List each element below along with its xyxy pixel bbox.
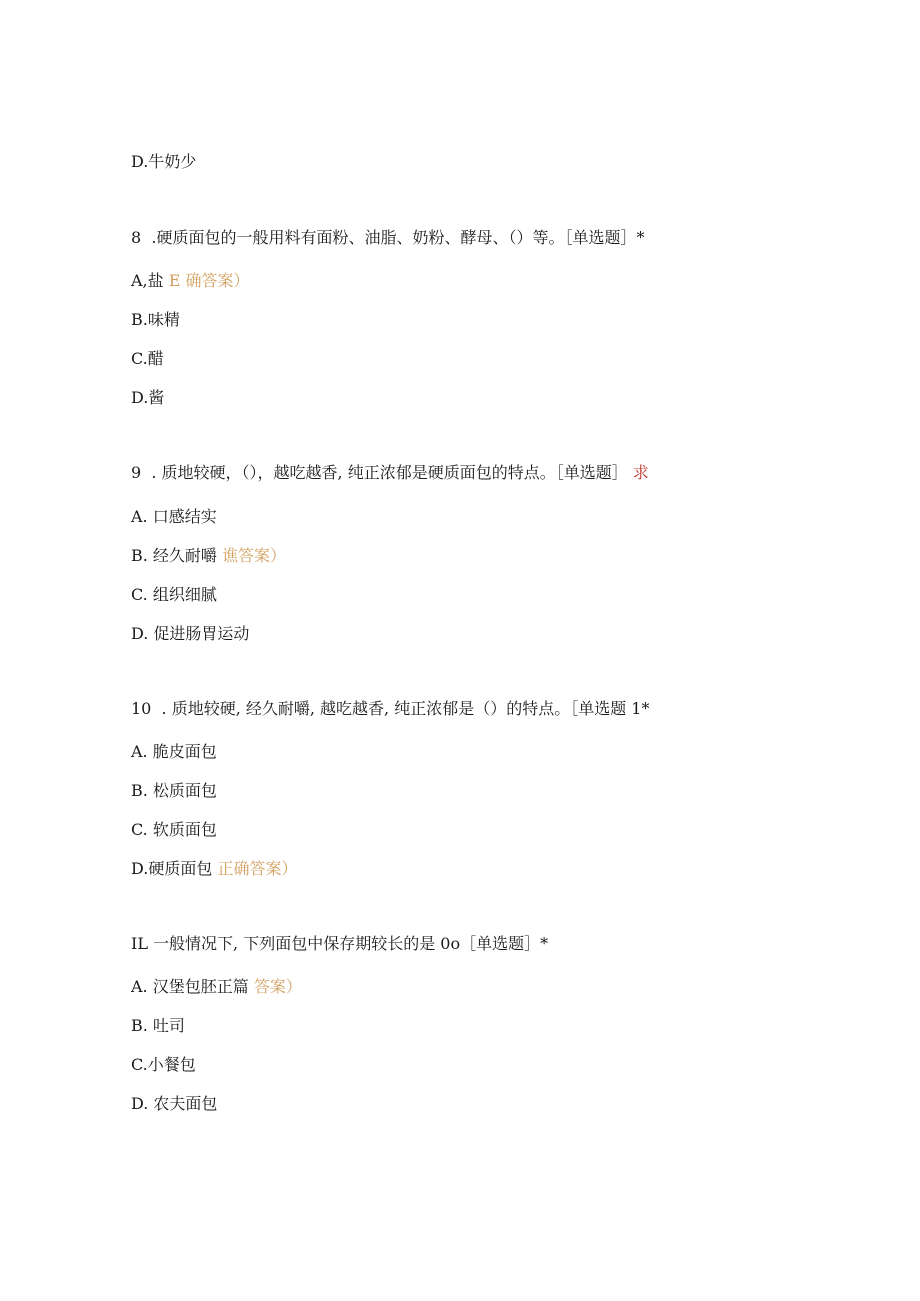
option-a-q11[interactable] [131, 977, 302, 997]
correct-answer-tag: 答案） [253, 977, 302, 996]
question-8 [131, 228, 644, 248]
question-11 [131, 934, 548, 954]
option-text: D.硬质面包 [131, 859, 213, 878]
option-text: D. 农夫面包 [131, 1094, 218, 1113]
option-text: C.小餐包 [131, 1055, 196, 1074]
option-a-q10[interactable] [131, 742, 217, 762]
option-text: A. 口感结实 [131, 507, 217, 526]
correct-answer-tag: 谯答案） [222, 546, 287, 565]
option-c-q10[interactable] [131, 820, 217, 840]
option-text: B.味精 [131, 310, 180, 329]
option-d-q9[interactable] [131, 624, 249, 644]
option-text: B. 吐司 [131, 1016, 185, 1035]
correct-answer-tag: E 确答案） [168, 271, 250, 290]
option-text: C. 组织细腻 [131, 585, 217, 604]
option-text: B. 松质面包 [131, 781, 217, 800]
option-a-q8[interactable] [131, 271, 250, 291]
option-c-q9[interactable] [131, 585, 217, 605]
question-9 [131, 463, 649, 483]
option-b-q8[interactable] [131, 310, 180, 330]
option-d-q7 [131, 152, 196, 172]
option-c-q8[interactable] [131, 349, 164, 369]
option-b-q10[interactable] [131, 781, 217, 801]
question-text: 8 .硬质面包的一般用料有面粉、油脂、奶粉、酵母、（）等。［单选题］* [131, 228, 645, 247]
question-text: 10 . 质地较硬, 经久耐嚼, 越吃越香, 纯正浓郁是（）的特点。［单选题 1* [131, 699, 650, 718]
option-c-q11[interactable] [131, 1055, 196, 1075]
option-d-q10[interactable] [131, 859, 297, 879]
option-text: D.牛奶少 [131, 152, 197, 171]
required-mark: 求 [632, 463, 649, 482]
option-text: C.醋 [131, 349, 164, 368]
question-text: 9 . 质地较硬，（），越吃越香, 纯正浓郁是硬质面包的特点。［单选题］ [131, 463, 628, 482]
option-text: A. 汉堡包胚正篇 [131, 977, 249, 996]
option-d-q11[interactable] [131, 1094, 217, 1114]
option-b-q11[interactable] [131, 1016, 185, 1036]
option-b-q9[interactable] [131, 546, 286, 566]
option-text: A,盐 [131, 271, 164, 290]
option-text: D. 促进肠胃运动 [131, 624, 250, 643]
option-text: B. 经久耐嚼 [131, 546, 217, 565]
option-d-q8[interactable] [131, 388, 164, 408]
question-text: IL 一般情况下, 下列面包中保存期较长的是 0o［单选题］* [131, 934, 549, 953]
option-text: D.酱 [131, 388, 165, 407]
question-10 [131, 699, 650, 719]
option-a-q9[interactable] [131, 507, 217, 527]
option-text: A. 脆皮面包 [131, 742, 217, 761]
correct-answer-tag: 正确答案） [217, 859, 298, 878]
option-text: C. 软质面包 [131, 820, 217, 839]
